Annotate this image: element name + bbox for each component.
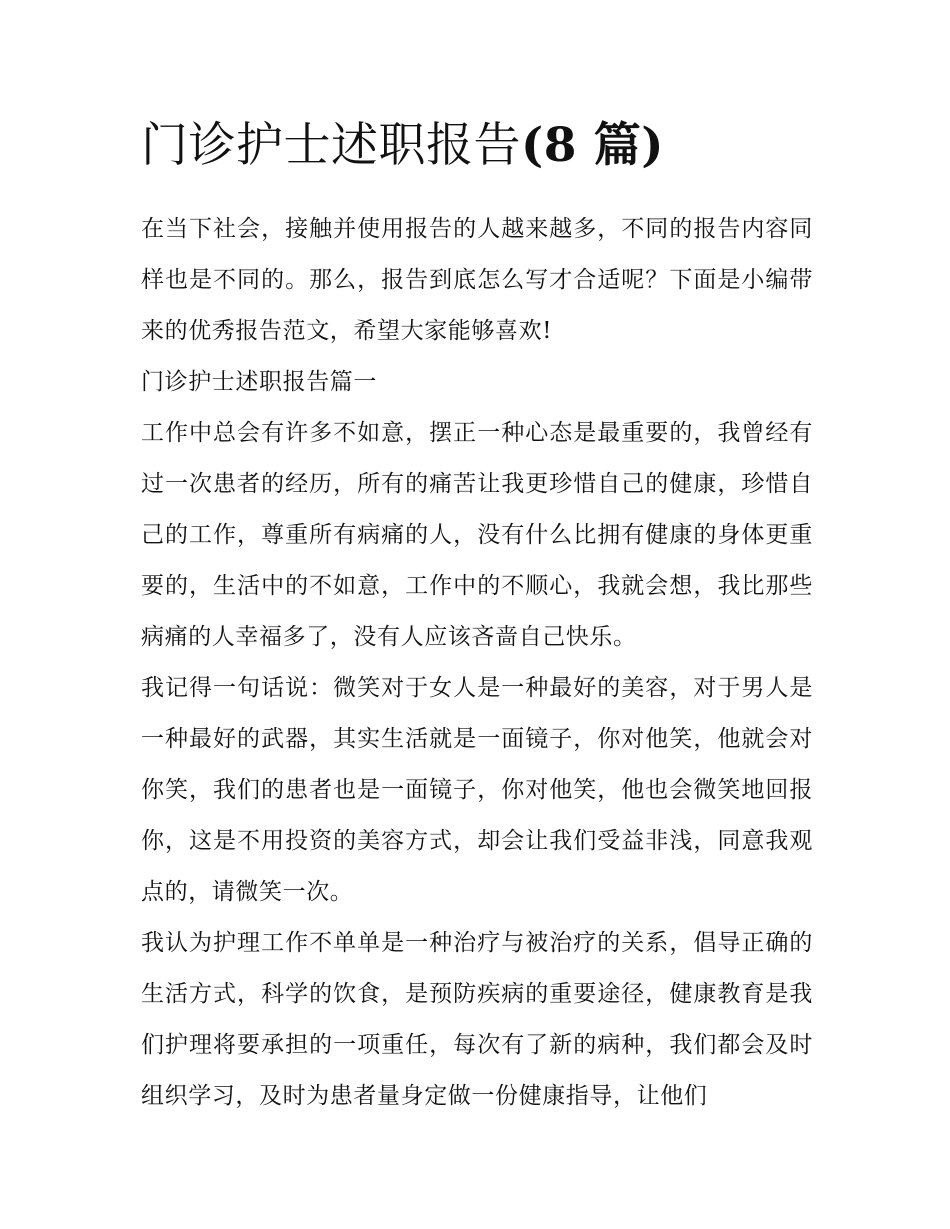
section-heading: 门诊护士述职报告篇一 — [141, 369, 377, 395]
document-body — [141, 204, 813, 1122]
document-title-text: 门诊护士述职报告 — [141, 118, 521, 173]
intro-paragraph: 在当下社会，接触并使用报告的人越来越多，不同的报告内容同样也是不同的。那么，报告到底怎么写才合适呢？下面是小编带来的优秀报告范文，希望大家能够喜欢! — [141, 216, 813, 344]
body-paragraph-3: 我认为护理工作不单单是一种治疗与被治疗的关系，倡导正确的生活方式，科学的饮食，是预防疾病的重要途径，健康教育是我们护理将要承担的一项重任，每次有了新的病种，我们都会及时组织学习，及时为患者量身定做一份健康指导，让他们 — [141, 930, 813, 1109]
document-page — [141, 112, 813, 1122]
body-paragraph-2: 我记得一句话说：微笑对于女人是一种最好的美容，对于男人是一种最好的武器，其实生活就是一面镜子，你对他笑，他就会对你笑，我们的患者也是一面镜子，你对他笑，他也会微笑地回报你，这是不用投资的美容方式，却会让我们受益非浅，同意我观点的，请微笑一次。 — [141, 675, 813, 905]
document-title — [141, 112, 813, 180]
document-title-count: (8 篇) — [521, 118, 665, 173]
body-paragraph-1: 工作中总会有许多不如意，摆正一种心态是最重要的，我曾经有过一次患者的经历，所有的痛苦让我更珍惜自己的健康，珍惜自己的工作，尊重所有病痛的人，没有什么比拥有健康的身体更重要的，生活中的不如意，工作中的不顺心，我就会想，我比那些病痛的人幸福多了，没有人应该吝啬自己快乐。 — [141, 420, 813, 650]
